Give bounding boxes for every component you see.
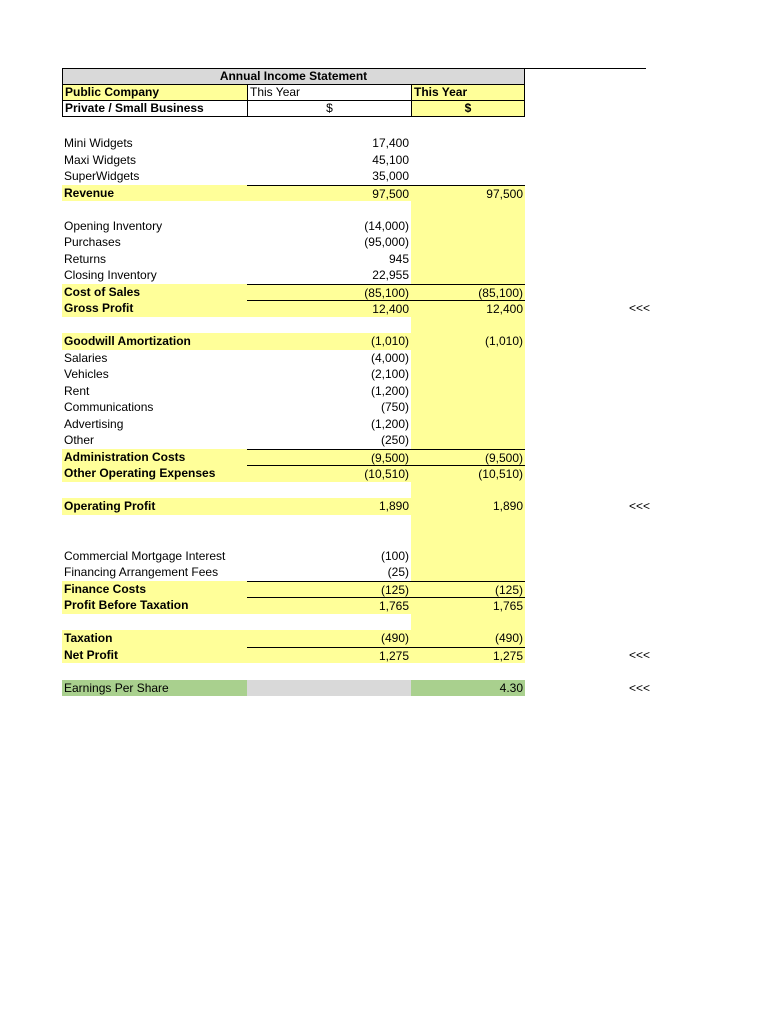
arrow-marker [610, 267, 650, 284]
arrow-marker [610, 234, 650, 251]
currency-header-c: $ [411, 100, 525, 117]
statement-row [62, 597, 682, 614]
header-row-private-business [62, 100, 525, 117]
arrow-marker [610, 416, 650, 433]
arrow-marker [610, 135, 650, 152]
this-year-value: 97,500 [247, 185, 411, 202]
this-year-value: (1,200) [370, 383, 409, 398]
statement-row [62, 300, 682, 317]
highlight-band [411, 201, 525, 218]
spacer-row [62, 482, 682, 499]
statement-row [62, 234, 682, 251]
this-year-value: (250) [380, 433, 409, 447]
this-year-value: (95,000) [364, 235, 409, 249]
statement-row [62, 647, 682, 664]
summary-value: (1,010) [411, 333, 525, 350]
arrow-marker [610, 548, 650, 565]
row-label: Closing Inventory [64, 268, 157, 282]
summary-value: 97,500 [411, 185, 525, 202]
statement-row [62, 383, 682, 400]
private-business-label: Private / Small Business [62, 100, 248, 117]
statement-row [62, 284, 682, 301]
row-label: Administration Costs [62, 449, 247, 466]
summary-value [411, 399, 525, 416]
summary-value: (10,510) [411, 465, 525, 482]
highlight-band [411, 317, 525, 334]
this-year-value: (750) [380, 400, 409, 414]
this-year-value: (85,100) [247, 284, 411, 301]
row-label: Purchases [64, 235, 121, 249]
statement-row [62, 152, 682, 169]
statement-row [62, 548, 682, 565]
row-label: Rent [64, 383, 90, 398]
row-label: Operating Profit [62, 498, 247, 515]
row-label: Financing Arrangement Fees [64, 565, 219, 579]
this-year-value: 1,890 [247, 498, 411, 515]
row-label: Goodwill Amortization [62, 333, 247, 350]
arrow-marker [610, 383, 650, 400]
this-year-value: 1,275 [247, 647, 411, 664]
statement-row [62, 366, 682, 383]
row-label: Commercial Mortgage Interest [64, 548, 226, 563]
summary-value [411, 366, 525, 383]
statement-row [62, 564, 682, 581]
statement-row [62, 630, 682, 647]
this-year-value: (2,100) [370, 367, 409, 381]
arrow-marker [610, 449, 650, 466]
summary-value [411, 564, 525, 581]
highlight-band [411, 531, 525, 548]
this-year-value: (4,000) [370, 350, 409, 365]
summary-value [411, 432, 525, 449]
this-year-value: 945 [388, 251, 409, 266]
arrow-marker [610, 168, 650, 185]
arrow-marker [610, 350, 650, 367]
arrow-marker [610, 152, 650, 169]
arrow-marker [610, 465, 650, 482]
row-label: Other Operating Expenses [62, 465, 247, 482]
this-year-value: (100) [380, 548, 409, 563]
arrow-marker [610, 630, 650, 647]
statement-row [62, 449, 682, 466]
statement-row [62, 465, 682, 482]
this-year-value: (1,200) [370, 416, 409, 431]
spacer-row [62, 531, 682, 548]
statement-row [62, 399, 682, 416]
row-label: Opening Inventory [64, 218, 163, 233]
summary-value: (85,100) [411, 284, 525, 301]
this-year-value: 12,400 [247, 300, 411, 317]
summary-value [411, 135, 525, 152]
currency-header-b: $ [247, 100, 412, 117]
arrow-marker [610, 581, 650, 598]
summary-value: 1,890 [411, 498, 525, 515]
row-label: Advertising [64, 416, 124, 431]
spacer-row [62, 614, 682, 631]
statement-body [62, 135, 682, 696]
summary-value [411, 350, 525, 367]
row-label: Mini Widgets [64, 136, 133, 150]
header-row-public-company [62, 84, 525, 101]
this-year-value: (14,000) [364, 218, 409, 233]
statement-row [62, 498, 682, 515]
arrow-marker [610, 284, 650, 301]
summary-value [411, 548, 525, 565]
this-year-value: 17,400 [372, 136, 409, 150]
row-label: Communications [64, 400, 154, 414]
row-label: Finance Costs [62, 581, 247, 598]
summary-value: 1,275 [411, 647, 525, 664]
this-year-value: 1,765 [247, 597, 411, 614]
this-year-value: 35,000 [372, 169, 409, 183]
summary-value [411, 218, 525, 235]
summary-value: (490) [411, 630, 525, 647]
this-year-value: 45,100 [372, 152, 409, 167]
statement-row [62, 135, 682, 152]
arrow-marker: <<< [628, 499, 650, 513]
this-year-value: (125) [247, 581, 411, 598]
statement-row [62, 185, 682, 202]
this-year-value: (10,510) [247, 465, 411, 482]
statement-row [62, 267, 682, 284]
summary-value: (9,500) [411, 449, 525, 466]
arrow-marker [610, 432, 650, 449]
summary-value [411, 168, 525, 185]
row-label: Vehicles [64, 367, 109, 381]
spacer-row [62, 515, 682, 532]
public-company-label: Public Company [62, 84, 248, 101]
this-year-value: (1,010) [247, 333, 411, 350]
summary-value [411, 152, 525, 169]
spacer-row [62, 663, 682, 680]
this-year-value: (25) [387, 565, 409, 579]
row-label: Revenue [62, 185, 247, 202]
row-label: Earnings Per Share [62, 680, 247, 697]
summary-value [411, 416, 525, 433]
this-year-header-b: This Year [247, 84, 412, 101]
summary-value [411, 251, 525, 268]
summary-value: 4.30 [411, 680, 525, 697]
summary-value [411, 267, 525, 284]
summary-value: 1,765 [411, 597, 525, 614]
this-year-header-c: This Year [411, 84, 525, 101]
row-label: Cost of Sales [62, 284, 247, 301]
arrow-marker [610, 564, 650, 581]
arrow-marker [610, 251, 650, 268]
summary-value: 12,400 [411, 300, 525, 317]
this-year-value [247, 680, 411, 697]
statement-row [62, 218, 682, 235]
row-label: Returns [64, 251, 107, 266]
statement-row [62, 350, 682, 367]
highlight-band [411, 614, 525, 631]
arrow-marker [610, 218, 650, 235]
arrow-marker [610, 333, 650, 350]
row-label: Salaries [64, 350, 108, 365]
statement-row [62, 333, 682, 350]
spacer-row [62, 201, 682, 218]
row-label: Maxi Widgets [64, 152, 137, 167]
arrow-marker [610, 399, 650, 416]
arrow-marker: <<< [628, 680, 650, 695]
arrow-marker [610, 185, 650, 202]
statement-row [62, 581, 682, 598]
row-label: Taxation [62, 630, 247, 647]
row-label: Profit Before Taxation [62, 597, 247, 614]
row-label: Other [64, 433, 95, 447]
statement-row [62, 251, 682, 268]
row-label: Gross Profit [62, 300, 247, 317]
spacer-row [62, 317, 682, 334]
row-label: SuperWidgets [64, 169, 140, 183]
summary-value: (125) [411, 581, 525, 598]
this-year-value: (9,500) [247, 449, 411, 466]
top-border-line [525, 68, 646, 69]
statement-row [62, 432, 682, 449]
summary-value [411, 383, 525, 400]
this-year-value: 22,955 [372, 268, 409, 282]
this-year-value: (490) [247, 630, 411, 647]
statement-title: Annual Income Statement [62, 68, 525, 85]
highlight-band [411, 515, 525, 532]
arrow-marker: <<< [628, 647, 650, 662]
highlight-band [411, 482, 525, 499]
arrow-marker [610, 597, 650, 614]
row-label: Net Profit [62, 647, 247, 664]
statement-row [62, 416, 682, 433]
summary-value [411, 234, 525, 251]
statement-row [62, 680, 682, 697]
statement-row [62, 168, 682, 185]
arrow-marker [610, 366, 650, 383]
arrow-marker: <<< [628, 301, 650, 315]
